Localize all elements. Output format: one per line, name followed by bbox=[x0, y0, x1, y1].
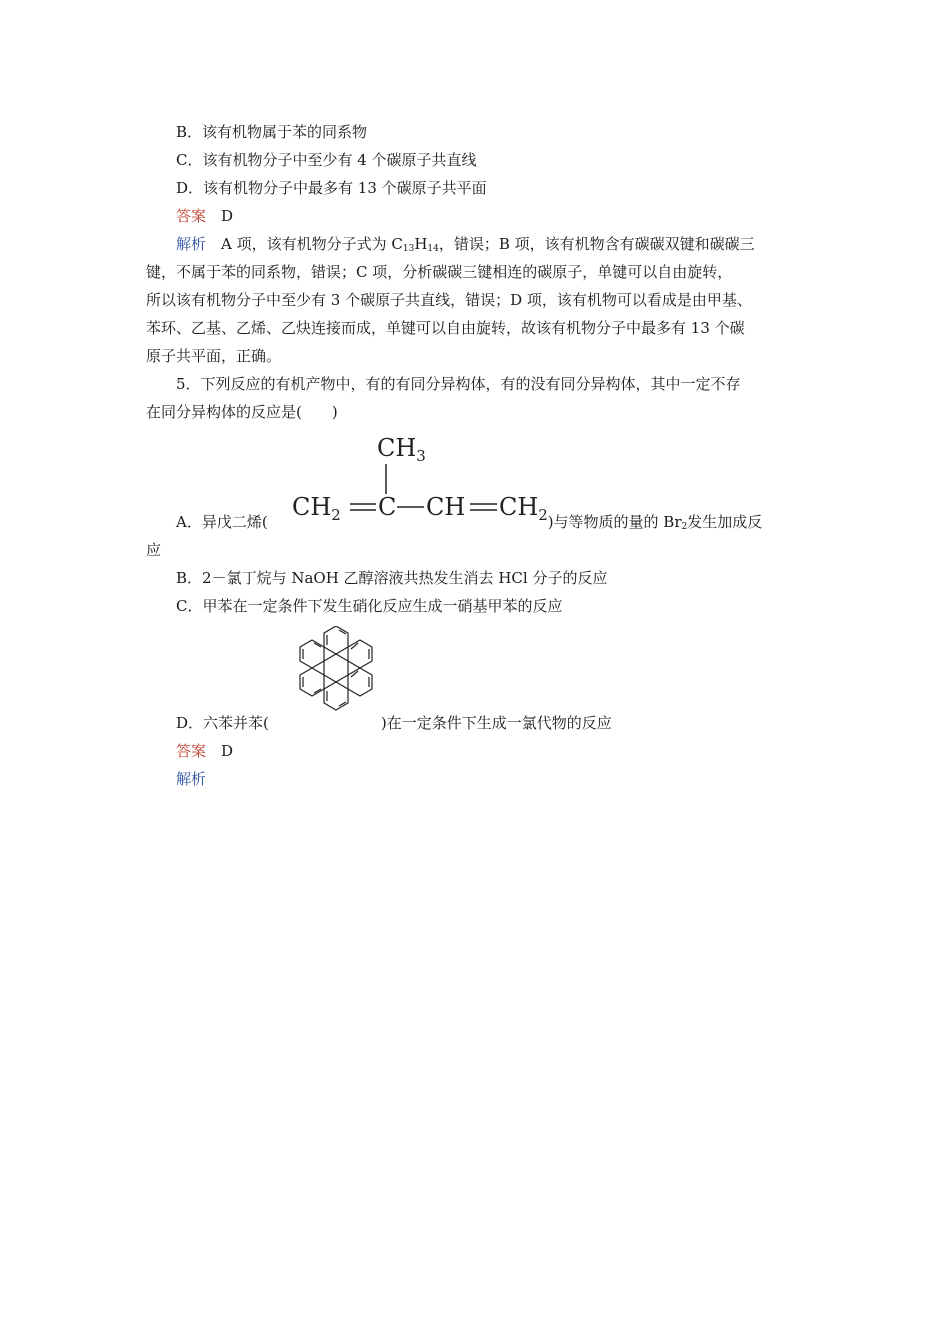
ring-1 bbox=[324, 626, 348, 654]
q5-analysis bbox=[176, 769, 856, 789]
ring-2 bbox=[348, 640, 372, 668]
coronene-structure bbox=[280, 626, 392, 722]
answer-label: 答案 bbox=[176, 742, 207, 760]
analysis-label: 解析 bbox=[176, 235, 207, 253]
answer-value: D bbox=[221, 207, 234, 225]
ring-5 bbox=[300, 668, 324, 696]
q4-analysis-line-4: 苯环、乙基、乙烯、乙炔连接而成，单键可以自由旋转，故该有机物分子中最多有 13 个碳 bbox=[146, 319, 745, 337]
ring-4 bbox=[324, 682, 348, 710]
ch-label: CH bbox=[426, 493, 466, 521]
q4-analysis-line-2: 键，不属于苯的同系物，错误；C 项，分析碳碳三键相连的碳原子，单键可以自由旋转， bbox=[146, 263, 733, 281]
ring-center bbox=[324, 654, 348, 682]
ring-6 bbox=[300, 640, 324, 668]
ch3-label: $CH_3$ bbox=[377, 434, 426, 465]
q5-option-d: D．六苯并苯( )在一定条件下生成一氯代物的反应 bbox=[176, 714, 612, 732]
ch2-left-label: $CH_2$ bbox=[292, 493, 341, 524]
q5-option-c: C．甲苯在一定条件下发生硝化反应生成一硝基甲苯的反应 bbox=[176, 597, 563, 615]
answer-value: D bbox=[221, 742, 234, 760]
q4-option-b: B．该有机物属于苯的同系物 bbox=[176, 123, 368, 141]
c-label: C bbox=[378, 493, 397, 521]
q4-option-d: D．该有机物分子中最多有 13 个碳原子共平面 bbox=[176, 179, 487, 197]
q4-analysis-line-5: 原子共平面，正确。 bbox=[146, 347, 282, 365]
ch2-right-label: $CH_2$ bbox=[499, 493, 548, 524]
q5-option-a-wrap: 应 bbox=[146, 541, 162, 559]
q4-answer bbox=[176, 206, 856, 226]
q4-analysis-line-3: 所以该有机物分子中至少有 3 个碳原子共直线，错误；D 项，该有机物可以看成是由甲基、 bbox=[146, 291, 752, 309]
q4-analysis-line-1: 解析 A 项，该有机物分子式为 $C_{13}H_{14}$，错误；B 项，该有机物含有碳碳双键和碳碳三 bbox=[176, 235, 755, 254]
q5-stem-line-1: 5．下列反应的有机产物中，有的有同分异构体，有的没有同分异构体，其中一定不存 bbox=[176, 375, 741, 393]
q5-option-a: A．异戊二烯( )与等物质的量的 $Br_2$发生加成反 bbox=[176, 513, 763, 532]
q4-option-c: C．该有机物分子中至少有 4 个碳原子共直线 bbox=[176, 151, 477, 169]
q5-stem-line-2: 在同分异构体的反应是( ) bbox=[146, 403, 338, 421]
ring-3 bbox=[348, 668, 372, 696]
answer-label: 答案 bbox=[176, 207, 207, 225]
q5-option-b: B．2－氯丁烷与 NaOH 乙醇溶液共热发生消去 HCl 分子的反应 bbox=[176, 569, 608, 587]
analysis-label: 解析 bbox=[176, 770, 207, 788]
q5-answer bbox=[176, 741, 856, 761]
